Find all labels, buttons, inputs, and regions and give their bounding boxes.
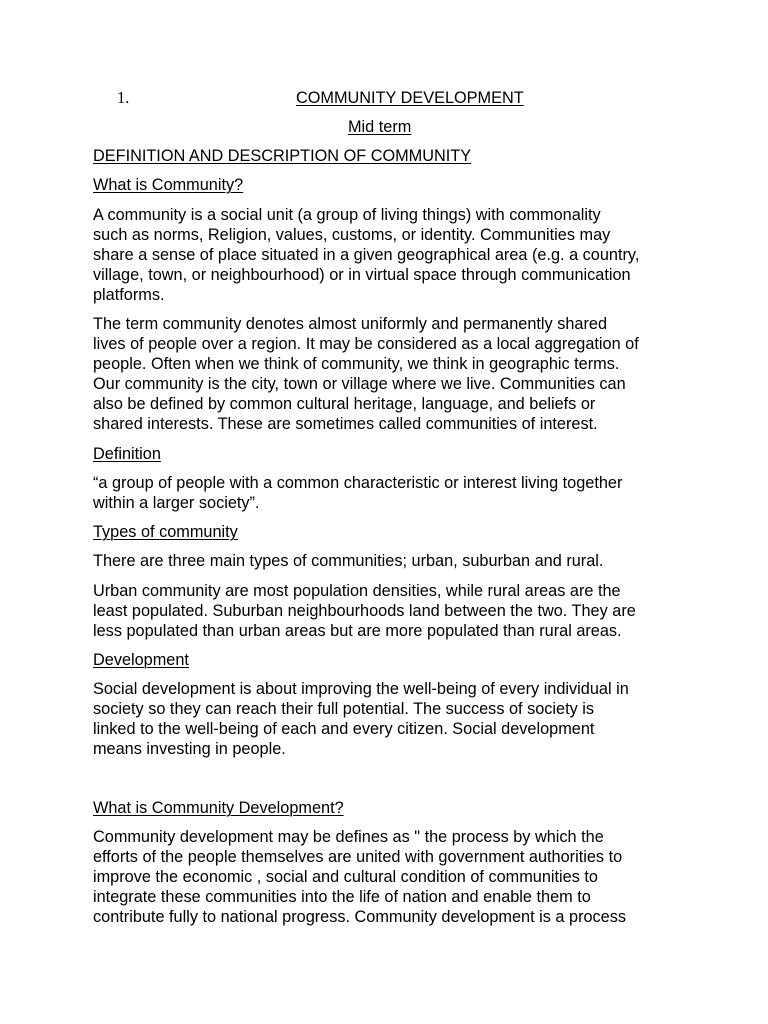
paragraph-line: shared interests. These are sometimes called communities of interest. bbox=[93, 415, 598, 433]
paragraph-line: within a larger society”. bbox=[93, 494, 260, 512]
paragraph-line: people. Often when we think of community, we think in geographic terms. bbox=[93, 355, 620, 373]
paragraph-line: “a group of people with a common characteristic or interest living together bbox=[93, 474, 623, 492]
types-heading: Types of community bbox=[93, 523, 238, 541]
paragraph-line: village, town, or neighbourhood) or in virtual space through communication bbox=[93, 266, 631, 284]
paragraph-line: efforts of the people themselves are united with government authorities to bbox=[93, 848, 623, 866]
development-heading: Development bbox=[93, 651, 189, 669]
definition-heading: Definition bbox=[93, 445, 161, 463]
community-development-heading: What is Community Development? bbox=[93, 799, 344, 817]
paragraph-line: also be defined by common cultural heritage, language, and beliefs or bbox=[93, 395, 596, 413]
types-paragraph bbox=[93, 581, 683, 641]
paragraph-line: such as norms, Religion, values, customs, or identity. Communities may bbox=[93, 226, 611, 244]
paragraph-line: linked to the well-being of each and every citizen. Social development bbox=[93, 720, 595, 738]
paragraph-line: contribute fully to national progress. Community development is a process bbox=[93, 908, 627, 926]
paragraph-line: Community development may be defines as " the process by which the bbox=[93, 828, 604, 846]
paragraph-line: Our community is the city, town or village where we live. Communities can bbox=[93, 375, 626, 393]
community-development-paragraph bbox=[93, 827, 683, 927]
paragraph-line: lives of people over a region. It may be considered as a local aggregation of bbox=[93, 335, 639, 353]
paragraph-line: Social development is about improving the well-being of every individual in bbox=[93, 680, 629, 698]
document-title: COMMUNITY DEVELOPMENT bbox=[296, 89, 524, 107]
what-is-community-paragraph bbox=[93, 205, 683, 305]
paragraph-line: platforms. bbox=[93, 286, 165, 304]
paragraph-line: least populated. Suburban neighbourhoods land between the two. They are bbox=[93, 602, 636, 620]
types-intro: There are three main types of communities; urban, suburban and rural. bbox=[93, 552, 604, 570]
paragraph-line: means investing in people. bbox=[93, 740, 286, 758]
paragraph-line: A community is a social unit (a group of living things) with commonality bbox=[93, 206, 601, 224]
paragraph-line: Urban community are most population densities, while rural areas are the bbox=[93, 582, 621, 600]
paragraph-line: integrate these communities into the life of nation and enable them to bbox=[93, 888, 591, 906]
section-heading: DEFINITION AND DESCRIPTION OF COMMUNITY bbox=[93, 147, 472, 165]
definition-paragraph bbox=[93, 473, 683, 513]
paragraph-line: improve the economic , social and cultural condition of communities to bbox=[93, 868, 598, 886]
document-subtitle: Mid term bbox=[348, 118, 412, 136]
paragraph-line: society so they can reach their full potential. The success of society is bbox=[93, 700, 595, 718]
paragraph-line: share a sense of place situated in a given geographical area (e.g. a country, bbox=[93, 246, 640, 264]
paragraph-line: The term community denotes almost uniformly and permanently shared bbox=[93, 315, 607, 333]
term-community-paragraph bbox=[93, 314, 683, 434]
what-is-community-heading: What is Community? bbox=[93, 176, 244, 194]
development-paragraph bbox=[93, 679, 683, 759]
list-number: 1. bbox=[117, 88, 130, 107]
paragraph-line: less populated than urban areas but are more populated than rural areas. bbox=[93, 622, 622, 640]
